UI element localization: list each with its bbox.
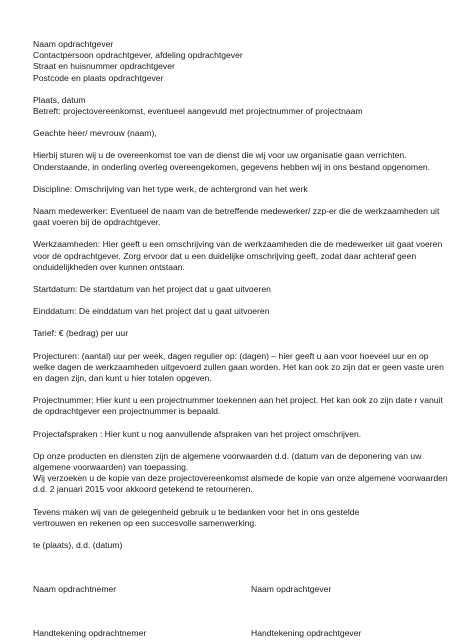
voorwaarden-line: d.d. 2 januari 2015 voor akkoord getekend te retourneren. <box>33 484 253 495</box>
signature-names-row <box>33 584 433 595</box>
spacer <box>33 273 433 284</box>
contractor-name-label: Naam opdrachtnemer <box>33 584 117 595</box>
werkzaamheden-line: Werkzaamheden: Hier geeft u een omschrijving van de werkzaamheden die de medewerker uit gaat voeren <box>33 239 443 250</box>
spacer <box>33 418 433 429</box>
projecturen-line: en dagen zijn, dan kunt u hier totalen opgeven. <box>33 373 212 384</box>
meta-block <box>33 95 433 117</box>
projecturen-field <box>33 350 444 385</box>
spacer <box>33 595 433 606</box>
recipient-contact: Contactpersoon opdrachtgever, afdeling opdrachtgever <box>33 50 243 61</box>
salutation: Geachte heer/ mevrouw (naam), <box>33 128 157 139</box>
client-name-label: Naam opdrachtgever <box>251 584 332 595</box>
medewerker-line: gaat voeren bij de opdrachtgever. <box>33 217 161 228</box>
place-date: Plaats, datum <box>33 94 86 105</box>
contractor-signature-label: Handtekening opdrachtnemer <box>33 628 147 639</box>
spacer <box>33 573 433 584</box>
startdatum-field: Startdatum: De startdatum van het project dat u gaat uitvoeren <box>33 284 271 295</box>
intro-line: Onderstaande, in onderling overleg overeengekomen, gegevens hebben wij in ons bestand opgenomen. <box>33 161 431 172</box>
projecturen-line: Projecturen: (aantal) uur per week, dagen regulier op: (dagen) – hier geeft u aan voor hoeveel uur en op <box>33 350 429 361</box>
subject-line: Betreft: projectovereenkomst, eventueel aangevuld met projectnummer of projectnaam <box>33 106 363 117</box>
einddatum-field: Einddatum: De einddatum van het project dat u gaat uitvoeren <box>33 306 270 317</box>
werkzaamheden-line: voor de opdrachtgever. Zorg ervoor dat u een duidelijke omschrijving geeft, zodat daar achteraf geen <box>33 250 417 261</box>
signature-sign-row <box>33 628 433 639</box>
spacer <box>33 606 433 617</box>
spacer <box>33 228 433 239</box>
projectnummer-line: Projectnummer: Hier kunt u een projectnummer toekennen aan het project. Het kan ook zo zijn date r vanuit <box>33 395 443 406</box>
spacer <box>33 84 433 95</box>
recipient-name: Naam opdrachtgever <box>33 39 114 49</box>
closing-line: Tevens maken wij van de gelegenheid gebruik u te bedanken voor het in ons gestelde <box>33 506 360 517</box>
recipient-address-block <box>33 39 433 84</box>
letter-page <box>33 39 448 639</box>
spacer <box>33 139 433 150</box>
recipient-postal: Postcode en plaats opdrachtgever <box>33 72 164 83</box>
medewerker-field <box>33 206 440 228</box>
place-date-signature: te (plaats), d.d. (datum) <box>33 540 123 551</box>
spacer <box>33 295 433 306</box>
client-signature-label: Handtekening opdrachtgever <box>251 628 362 639</box>
intro-paragraph <box>33 150 433 172</box>
spacer <box>33 340 433 351</box>
voorwaarden-line: Op onze producten en diensten zijn de algemene voorwaarden d.d. (datum van de deponering van uw <box>33 450 422 461</box>
spacer <box>33 529 433 540</box>
medewerker-line: Naam medewerker: Eventueel de naam van de betreffende medewerker/ zzp-er die de werkzaamheden uit <box>33 206 440 217</box>
recipient-street: Straat en huisnummer opdrachtgever <box>33 61 175 72</box>
spacer <box>33 562 433 573</box>
discipline-field: Discipline: Omschrijving van het type werk, de achtergrond van het werk <box>33 183 308 194</box>
intro-line: Hierbij sturen wij u de overeenkomst toe van de dienst die wij voor uw organisatie gaan verrichten. <box>33 150 407 161</box>
spacer <box>33 496 433 507</box>
spacer <box>33 440 433 451</box>
werkzaamheden-field <box>33 239 443 273</box>
closing-paragraph <box>33 507 433 529</box>
projectnummer-line: de opdrachtgever een projectnummer is bepaald. <box>33 406 221 417</box>
closing-line: vertrouwen en rekenen op een succesvolle samenwerking. <box>33 517 257 528</box>
projectnummer-field <box>33 395 443 417</box>
spacer <box>33 384 433 395</box>
voorwaarden-paragraph <box>33 450 448 496</box>
tarief-field: Tarief: € (bedrag) per uur <box>33 328 129 339</box>
voorwaarden-line: algemene voorwaarden) van toepassing. <box>33 462 189 473</box>
projectafspraken-field: Projectafspraken : Hier kunt u nog aanvullende afspraken van het project omschrijven. <box>33 428 362 439</box>
spacer <box>33 317 433 328</box>
spacer <box>33 617 433 628</box>
spacer <box>33 551 433 562</box>
voorwaarden-line: Wij verzoeken u de kopie van deze projectovereenkomst alsmede de kopie van onze algemene voorwaarden <box>33 473 448 484</box>
werkzaamheden-line: onduidelijkheden over kunnen ontstaan. <box>33 261 185 272</box>
spacer <box>33 173 433 184</box>
projecturen-line: welke dagen de werkzaamheden uitgevoerd zullen gaan worden. Het kan ook zo zijn dat er geen vaste uren <box>33 361 444 372</box>
spacer <box>33 117 433 128</box>
spacer <box>33 195 433 206</box>
